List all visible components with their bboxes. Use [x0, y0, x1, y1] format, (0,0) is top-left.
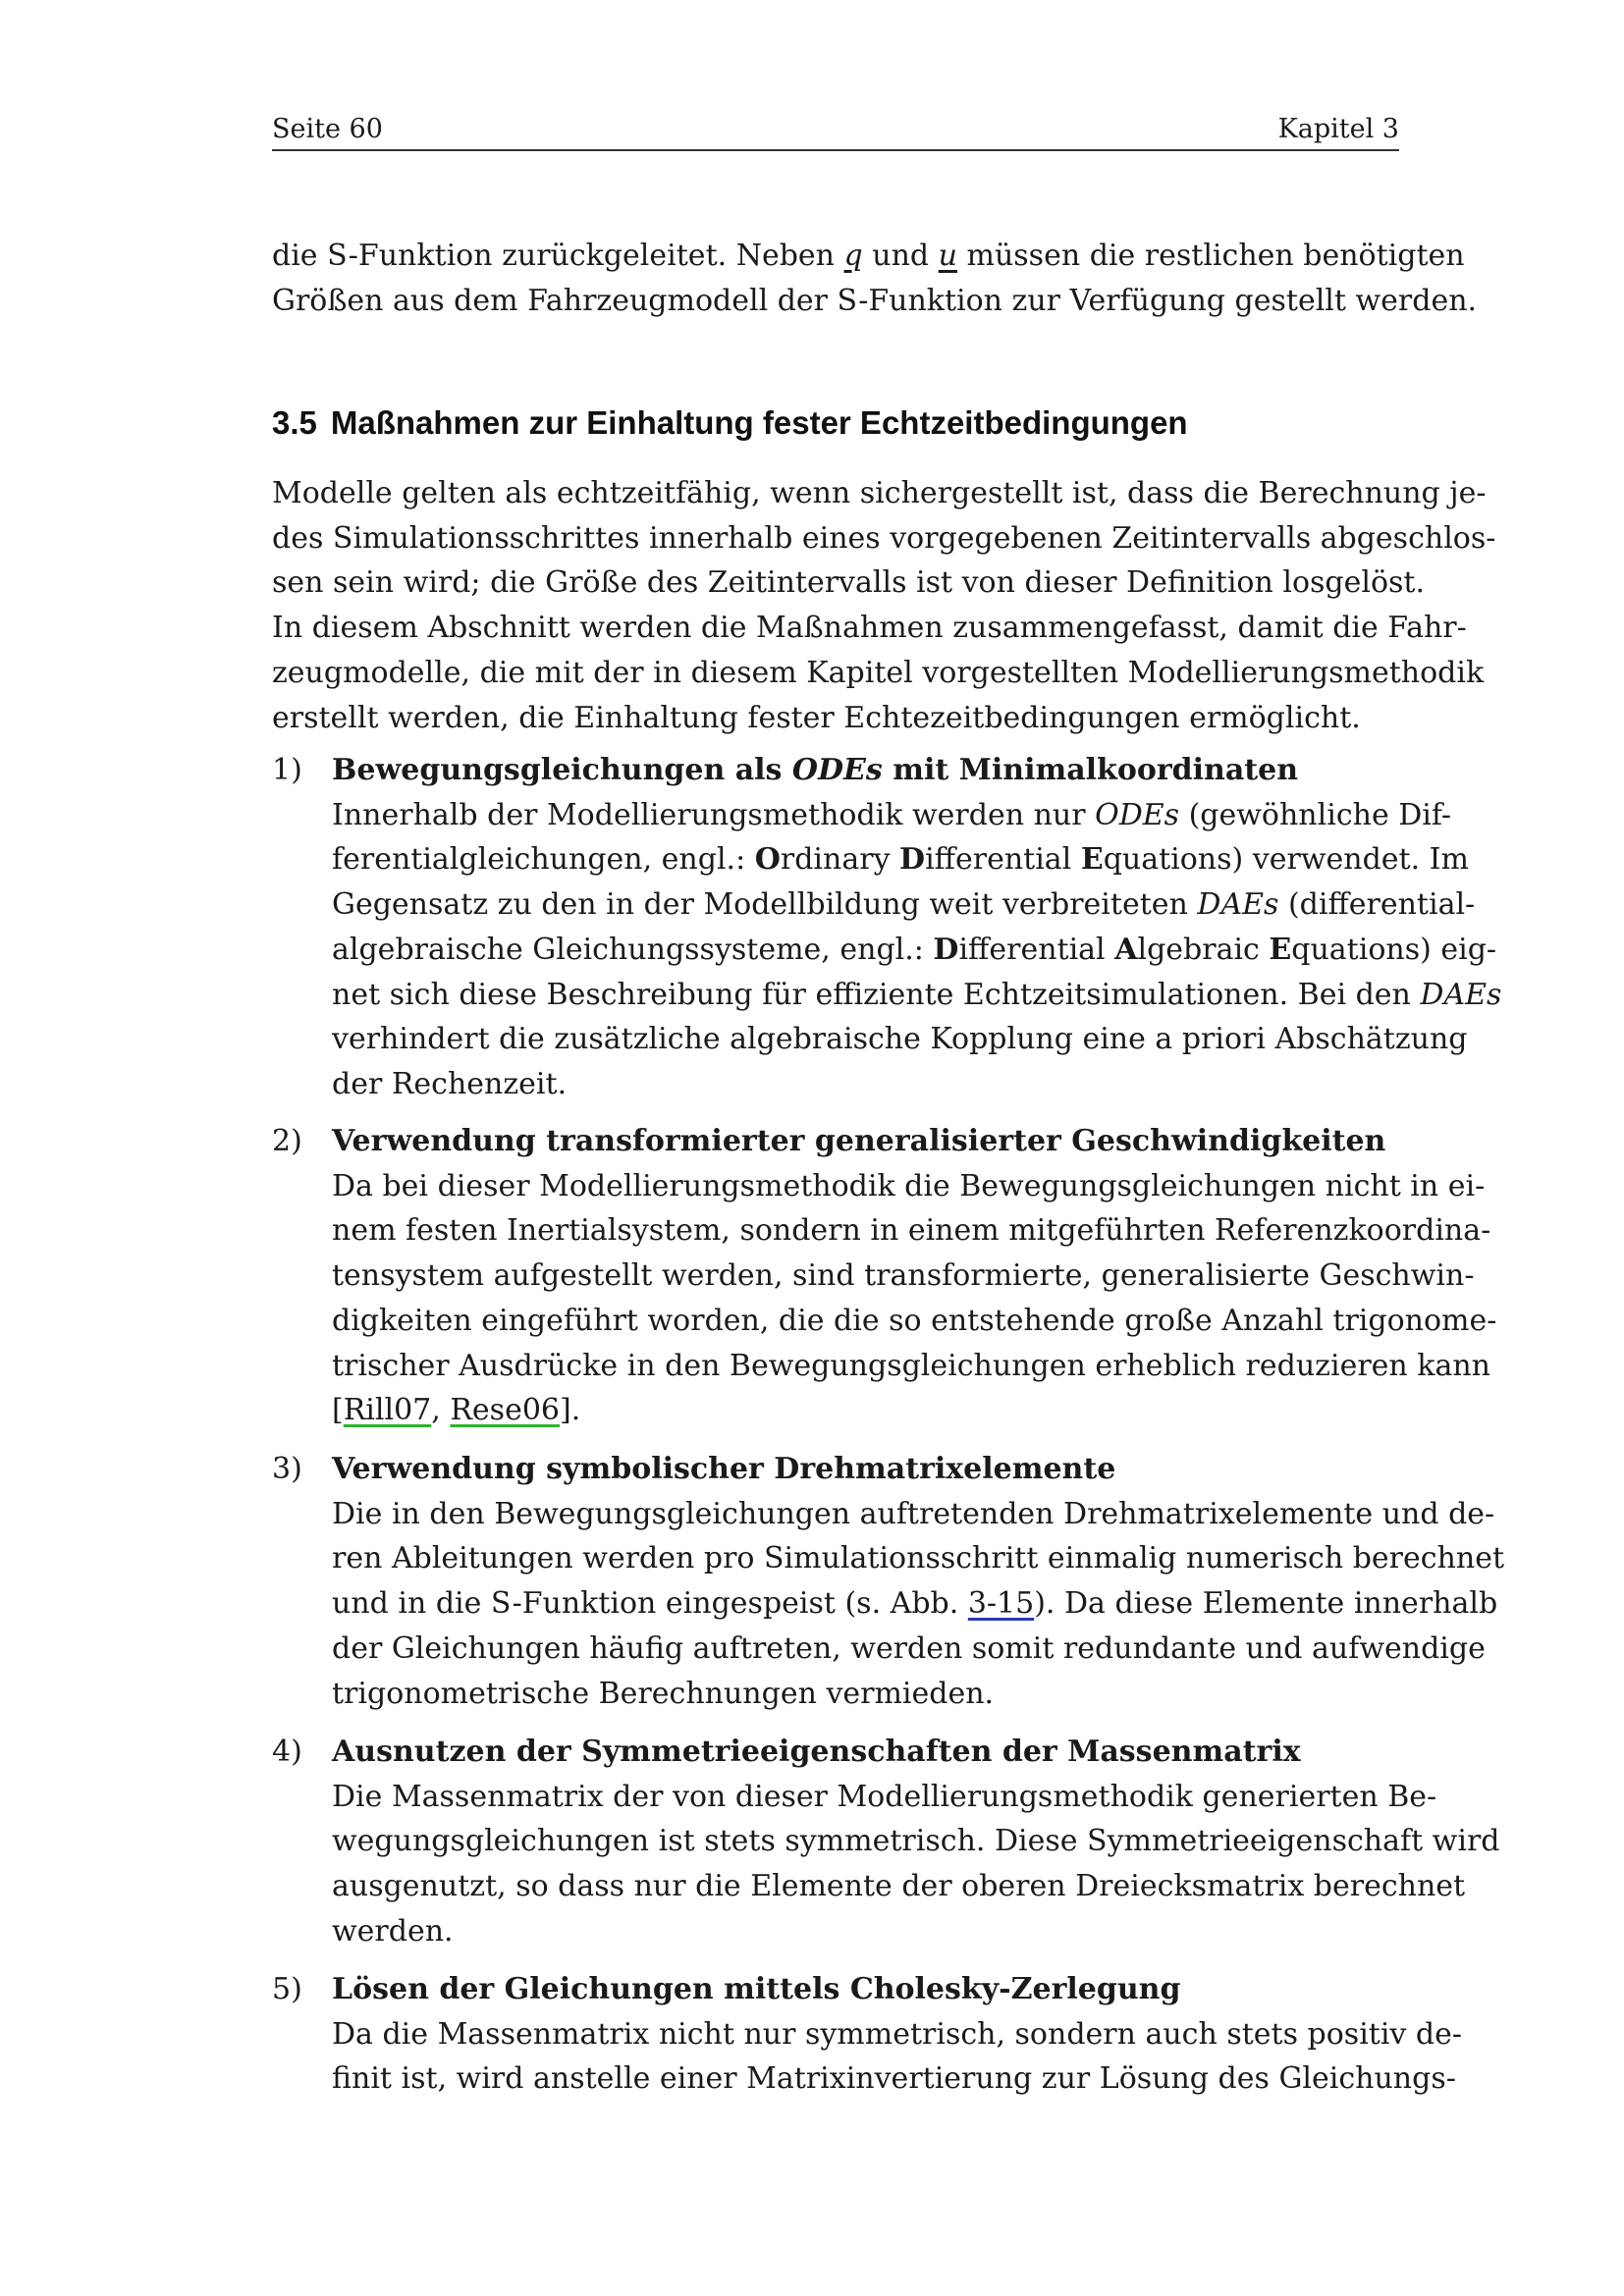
text-line: Die Massenmatrix der von dieser Modellierungsmethodik generierten Be- — [332, 1779, 1437, 1814]
list-marker: 5) — [272, 1972, 302, 2006]
text-line: trischer Ausdrücke in den Bewegungsgleichungen erheblich reduzieren kann — [332, 1348, 1490, 1383]
running-header — [272, 110, 1399, 151]
list-marker: 3) — [272, 1452, 302, 1486]
list-item-title: Ausnutzen der Symmetrieeigenschaften der Massenmatrix — [332, 1735, 1301, 1769]
text-line: und in die S-Funktion eingespeist (s. Abb. 3-15). Da diese Elemente innerhalb — [332, 1586, 1498, 1622]
text-line: algebraische Gleichungssysteme, engl.: Differential Algebraic Equations) eig- — [332, 932, 1497, 967]
text-line: erstellt werden, die Einhaltung fester Echtezeitbedingungen ermöglicht. — [272, 700, 1361, 735]
text-line: tensystem aufgestellt werden, sind transformierte, generalisierte Geschwin- — [332, 1258, 1475, 1294]
list-marker: 4) — [272, 1735, 302, 1769]
page-number: Seite 60 — [272, 114, 383, 144]
text-line: wegungsgleichungen ist stets symmetrisch. Diese Symmetrieeigenschaft wird — [332, 1824, 1500, 1859]
list-marker: 1) — [272, 753, 302, 787]
text-line: finit ist, wird anstelle einer Matrixinvertierung zur Lösung des Gleichungs- — [332, 2061, 1456, 2097]
text-line: Da bei dieser Modellierungsmethodik die Bewegungsgleichungen nicht in ei- — [332, 1168, 1486, 1203]
text-line: Innerhalb der Modellierungsmethodik werden nur ODEs (gewöhnliche Dif- — [332, 797, 1452, 832]
text-line: der Gleichungen häufig auftreten, werden somit redundante und aufwendige — [332, 1630, 1486, 1666]
text-line: die S-Funktion zurückgeleitet. Neben q und u müssen die restlichen benötigten — [272, 239, 1465, 273]
text-line: In diesem Abschnitt werden die Maßnahmen zusammengefasst, damit die Fahr- — [272, 611, 1467, 646]
text-line: [Rill07, Rese06]. — [332, 1393, 581, 1428]
text-line: ferentialgleichungen, engl.: Ordinary Differential Equations) verwendet. Im — [332, 842, 1469, 878]
list-item-title: Bewegungsgleichungen als ODEs mit Minimalkoordinaten — [332, 753, 1299, 787]
chapter-label: Kapitel 3 — [1277, 114, 1399, 144]
list-marker: 2) — [272, 1124, 302, 1158]
text-line: Gegensatz zu den in der Modellbildung weit verbreiteten DAEs (differential- — [332, 887, 1476, 923]
list-item-title: Verwendung transformierter generalisierter Geschwindigkeiten — [332, 1124, 1386, 1158]
list-item-body — [332, 748, 1502, 1107]
text-line: Modelle gelten als echtzeitfähig, wenn sichergestellt ist, dass die Berechnung je- — [272, 476, 1487, 510]
list-item-body — [332, 1967, 1463, 2102]
text-line: sen sein wird; die Größe des Zeitintervalls ist von dieser Definition losgelöst. — [272, 565, 1425, 601]
text-line: trigonometrische Berechnungen vermieden. — [332, 1676, 995, 1711]
text-line: net sich diese Beschreibung für effiziente Echtzeitsimulationen. Bei den DAEs — [332, 977, 1502, 1012]
list-item-body — [332, 1447, 1505, 1716]
text-line: der Rechenzeit. — [332, 1066, 568, 1101]
list-item-body — [332, 1119, 1497, 1433]
section-paragraph — [272, 471, 1496, 740]
section-number: 3.5 — [272, 404, 317, 441]
list-item-title: Verwendung symbolischer Drehmatrixelemente — [332, 1452, 1116, 1486]
list-item-body — [332, 1730, 1500, 1954]
text-line: zeugmodelle, die mit der in diesem Kapitel vorgestellten Modellierungsmethodik — [272, 655, 1485, 690]
vector-q: q — [843, 239, 863, 273]
citation-link[interactable]: Rese06 — [450, 1393, 561, 1428]
section-title: Maßnahmen zur Einhaltung fester Echtzeitbedingungen — [330, 404, 1188, 441]
text-line: werden. — [332, 1913, 454, 1949]
text-line: ren Ableitungen werden pro Simulationsschritt einmalig numerisch berechnet — [332, 1541, 1505, 1576]
text-line: digkeiten eingeführt worden, die die so entstehende große Anzahl trigonome- — [332, 1303, 1497, 1338]
citation-link[interactable]: Rill07 — [343, 1393, 432, 1428]
intro-paragraph — [272, 234, 1478, 323]
text-line: ausgenutzt, so dass nur die Elemente der oberen Dreiecksmatrix berechnet — [332, 1869, 1466, 1904]
text-line: verhindert die zusätzliche algebraische Kopplung eine a priori Abschätzung — [332, 1022, 1468, 1057]
section-heading — [272, 404, 1188, 442]
text-line: Die in den Bewegungsgleichungen auftretenden Drehmatrixelemente und de- — [332, 1496, 1495, 1531]
text-line: Da die Massenmatrix nicht nur symmetrisch, sondern auch stets positiv de- — [332, 2016, 1463, 2052]
list-item-title: Lösen der Gleichungen mittels Cholesky-Zerlegung — [332, 1972, 1181, 2006]
text-line: Größen aus dem Fahrzeugmodell der S-Funktion zur Verfügung gestellt werden. — [272, 283, 1478, 318]
vector-u: u — [938, 239, 957, 273]
figure-reference-link[interactable]: 3-15 — [967, 1586, 1035, 1622]
text-line: nem festen Inertialsystem, sondern in einem mitgeführten Referenzkoordina- — [332, 1213, 1491, 1249]
text-line: des Simulationsschrittes innerhalb eines vorgegebenen Zeitintervalls abgeschlos- — [272, 520, 1496, 556]
